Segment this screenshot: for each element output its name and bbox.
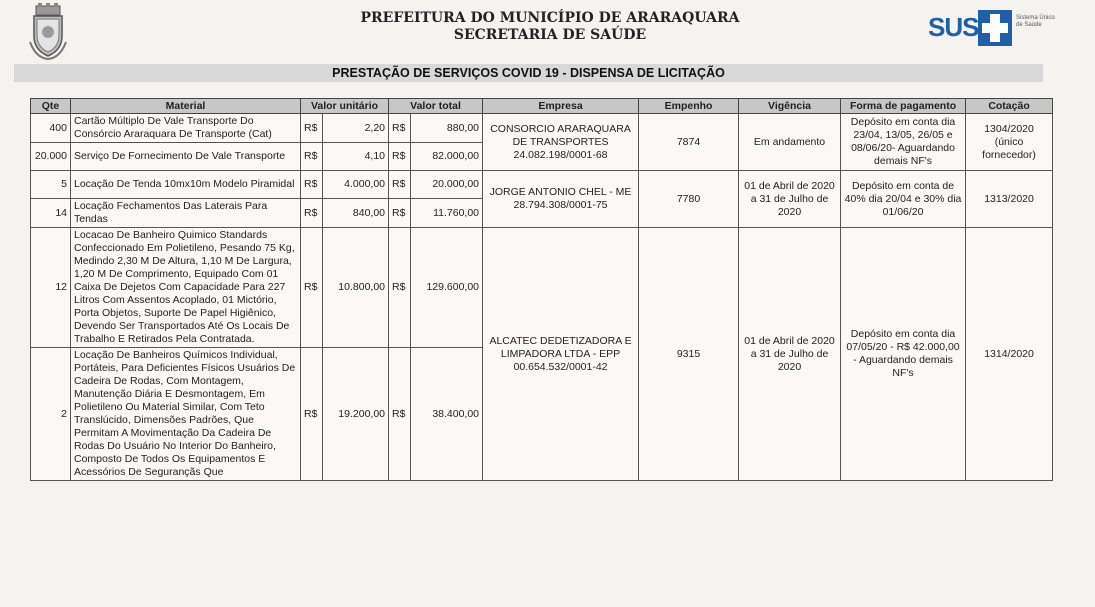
araraquara-crest-logo — [28, 2, 68, 60]
cell-qte: 2 — [31, 348, 71, 481]
col-pagamento: Forma de pagamento — [841, 99, 966, 114]
municipality-title: PREFEITURA DO MUNICÍPIO DE ARARAQUARA — [360, 10, 740, 26]
cell-qte: 400 — [31, 114, 71, 143]
cell-currency: R$ — [389, 143, 411, 171]
cell-empenho: 9315 — [639, 228, 739, 481]
cell-currency: R$ — [389, 228, 411, 348]
cell-currency: R$ — [301, 228, 323, 348]
header-titles — [260, 10, 840, 44]
cell-currency: R$ — [389, 171, 411, 199]
cell-vigencia: 01 de Abril de 2020 a 31 de Julho de 2020 — [739, 171, 841, 228]
col-material: Material — [71, 99, 301, 114]
col-cotacao: Cotação — [966, 99, 1053, 114]
table-row — [31, 114, 1053, 143]
cell-total-value: 38.400,00 — [411, 348, 483, 481]
col-empenho: Empenho — [639, 99, 739, 114]
cell-material: Locação De Tenda 10mx10m Modelo Piramidal — [71, 171, 301, 199]
cell-total-value: 82.000,00 — [411, 143, 483, 171]
cell-cotacao: 1314/2020 — [966, 228, 1053, 481]
cell-vigencia: 01 de Abril de 2020 a 31 de Julho de 2020 — [739, 228, 841, 481]
cell-unit-value: 19.200,00 — [323, 348, 389, 481]
cell-empresa: JORGE ANTONIO CHEL - ME 28.794.308/0001-75 — [483, 171, 639, 228]
col-qte: Qte — [31, 99, 71, 114]
cell-material: Locação Fechamentos Das Laterais Para Tendas — [71, 199, 301, 228]
col-vigencia: Vigência — [739, 99, 841, 114]
cell-vigencia: Em andamento — [739, 114, 841, 171]
cell-material: Cartão Múltiplo De Vale Transporte Do Consórcio Araraquara De Transporte (Cat) — [71, 114, 301, 143]
cell-empresa: CONSORCIO ARARAQUARA DE TRANSPORTES 24.082.198/0001-68 — [483, 114, 639, 171]
cell-material: Locacao De Banheiro Quimico Standards Confeccionado Em Polietileno, Pesando 75 Kg, Medindo 2,30 M De Altura, 1,10 M De Largura, 1,20 M De Comprimento, Equipado Com 01 Caixa De Dejetos Com Capacidade Para 227 Litros Com Assentos Acoplado, 01 Mictório, Porta Objetos, Suporte De Papel Higiênico, Devendo Ser Transportados Até Os Locais De Trabalho E Retirados Pela Contratada. — [71, 228, 301, 348]
cell-currency: R$ — [389, 348, 411, 481]
col-unit-value: Valor unitário — [301, 99, 389, 114]
sus-logo-text: SUS — [928, 12, 979, 42]
cell-total-value: 880,00 — [411, 114, 483, 143]
col-empresa: Empresa — [483, 99, 639, 114]
sus-logo — [928, 10, 1055, 46]
cell-currency: R$ — [389, 114, 411, 143]
col-total-value: Valor total — [389, 99, 483, 114]
cell-unit-value: 4.000,00 — [323, 171, 389, 199]
cell-currency: R$ — [301, 348, 323, 481]
cell-pagamento: Depósito em conta dia 23/04, 13/05, 26/05 e 08/06/20- Aguardando demais NF's — [841, 114, 966, 171]
contracts-table — [30, 98, 1053, 481]
sus-cross-icon — [978, 10, 1012, 46]
cell-currency: R$ — [301, 171, 323, 199]
cell-material: Locação De Banheiros Químicos Individual, Portáteis, Para Deficientes Físicos Usuários De Cadeira De Rodas, Com Montagem, Manutenção Diária E Desmontagem, Em Polietileno Ou Material Similar, Com Teto Translúcido, Dimensões Padrões, Que Permitam A Movimentação Da Cadeira De Rodas Do Usuário No Interior Do Banheiro, Composto De Todos Os Equipamentos E Acessórios De Segurançãs Que — [71, 348, 301, 481]
cell-cotacao: 1304/2020 (único fornecedor) — [966, 114, 1053, 171]
sus-subtitle: Sistema Único de Saúde — [1016, 15, 1055, 28]
table-row — [31, 228, 1053, 348]
cell-unit-value: 2,20 — [323, 114, 389, 143]
cell-empresa: ALCATEC DEDETIZADORA E LIMPADORA LTDA - EPP 00.654.532/0001-42 — [483, 228, 639, 481]
cell-total-value: 11.760,00 — [411, 199, 483, 228]
table-header-row — [31, 99, 1053, 114]
section-banner: PRESTAÇÃO DE SERVIÇOS COVID 19 - DISPENSA DE LICITAÇÃO — [14, 64, 1043, 82]
table-row — [31, 171, 1053, 199]
cell-currency: R$ — [301, 199, 323, 228]
cell-unit-value: 10.800,00 — [323, 228, 389, 348]
cell-qte: 5 — [31, 171, 71, 199]
cell-empenho: 7874 — [639, 114, 739, 171]
cell-unit-value: 4,10 — [323, 143, 389, 171]
department-title: SECRETARIA DE SAÚDE — [453, 27, 647, 43]
cell-qte: 20.000 — [31, 143, 71, 171]
cell-cotacao: 1313/2020 — [966, 171, 1053, 228]
cell-pagamento: Depósito em conta dia 07/05/20 - R$ 42.000,00 - Aguardando demais NF's — [841, 228, 966, 481]
cell-currency: R$ — [301, 114, 323, 143]
cell-unit-value: 840,00 — [323, 199, 389, 228]
cell-currency: R$ — [301, 143, 323, 171]
cell-qte: 14 — [31, 199, 71, 228]
cell-qte: 12 — [31, 228, 71, 348]
cell-currency: R$ — [389, 199, 411, 228]
cell-total-value: 129.600,00 — [411, 228, 483, 348]
cell-empenho: 7780 — [639, 171, 739, 228]
cell-total-value: 20.000,00 — [411, 171, 483, 199]
cell-material: Serviço De Fornecimento De Vale Transporte — [71, 143, 301, 171]
cell-pagamento: Depósito em conta de 40% dia 20/04 e 30% dia 01/06/20 — [841, 171, 966, 228]
